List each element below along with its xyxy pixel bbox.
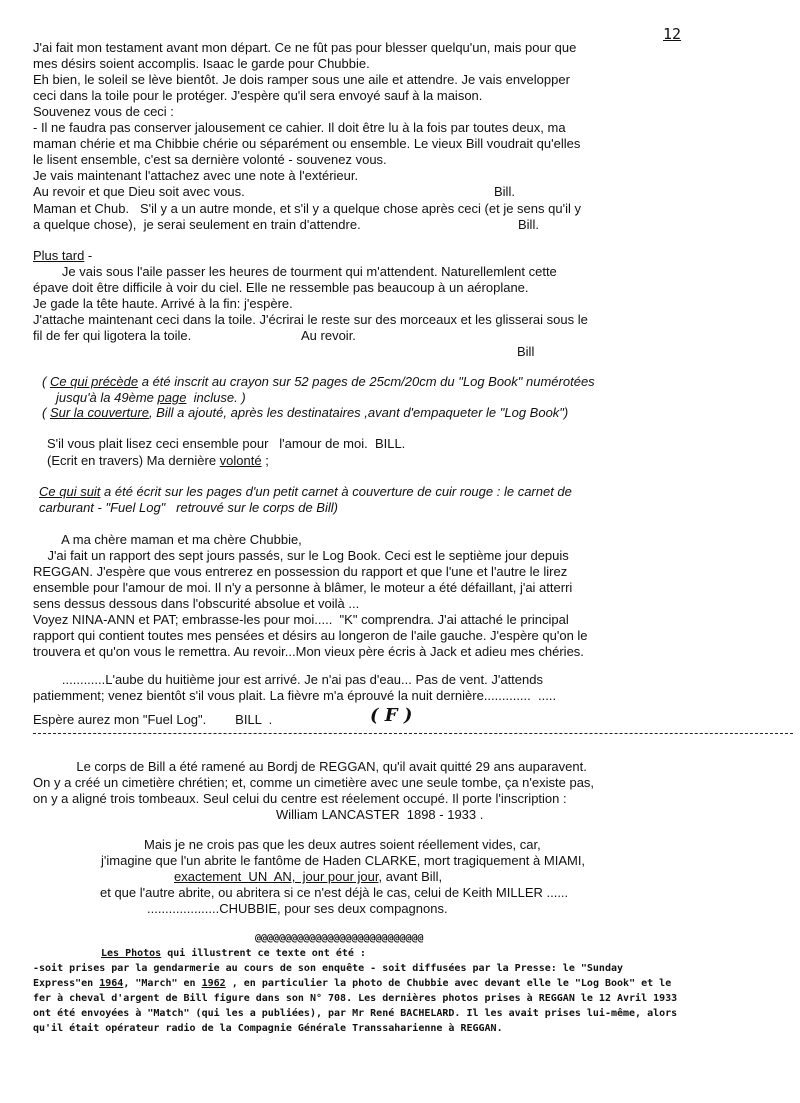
photos-line: ont été envoyées à "Match" (qui les a publiées), par Mr René BACHELARD. Il les avait prises lui-même, alors	[33, 1008, 678, 1019]
closing-line: et que l'autre abrite, ou abritera si ce n'est déjà le cas, celui de Keith MILLER ......	[100, 885, 569, 900]
dashed-separator	[33, 733, 793, 734]
closing-line: exactement UN AN, jour pour jour, avant Bill,	[174, 869, 443, 884]
text-line: le lisent ensemble, c'est sa dernière volonté - souvenez vous.	[33, 152, 387, 167]
editor-note: ( Ce qui précède a été inscrit au crayon sur 52 pages de 25cm/20cm du "Log Book" numérotées	[42, 374, 595, 389]
editor-note: carburant - "Fuel Log" retrouvé sur le corps de Bill)	[39, 500, 338, 515]
letter-line: ............L'aube du huitième jour est arrivé. Je n'ai pas d'eau... Pas de vent. J'attends	[33, 672, 543, 687]
editor-note: ( Sur la couverture, Bill a ajouté, après les destinataires ,avant d'empaqueter le "Log Book")	[42, 405, 569, 420]
closing-line: j'imagine que l'un abrite le fantôme de Haden CLARKE, mort tragiquement à MIAMI,	[101, 853, 586, 868]
section-heading-plus-tard: Plus tard -	[33, 248, 93, 263]
text-line: fil de fer qui ligotera la toile.	[33, 328, 192, 343]
signature-bill: Bill.	[518, 217, 539, 232]
photos-line: Express"en 1964, "March" en 1962 , en particulier la photo de Chubbie avec devant elle le "Log Book" et le	[33, 978, 672, 989]
text-line: Je vais maintenant l'attachez avec une note à l'extérieur.	[33, 168, 359, 183]
letter-line: A ma chère maman et ma chère Chubbie,	[33, 532, 302, 547]
photos-line: qu'il était opérateur radio de la Compagnie Générale Transsaharienne à REGGAN.	[33, 1023, 503, 1034]
letter-line: ensemble pour l'amour de moi. Il n'y a personne à blâmer, le moteur a été défaillant, j'ai atterri	[33, 580, 573, 595]
letter-line: patiemment; venez bientôt s'il vous plait. La fièvre m'a éprouvé la nuit dernière............. .....	[33, 688, 557, 703]
photos-line: -soit prises par la gendarmerie au cours de son enquête - soit diffusées par la Presse: le "Sunday	[33, 963, 624, 974]
text-line: ceci dans la toile pour le protéger. J'espère qu'il sera envoyé sauf à la maison.	[33, 88, 483, 103]
letter-line: REGGAN. J'espère que vous entrerez en possession du rapport et que l'une et l'autre le lirez	[33, 564, 568, 579]
text-line: Eh bien, le soleil se lève bientôt. Je dois ramper sous une aile et attendre. Je vais envelopper	[33, 72, 570, 87]
closing-line: On y a créé un cimetière chrétien; et, comme un cimetière avec une seule tombe, ça n'existe pas,	[33, 775, 595, 790]
text-line: épave doit être difficile à voir du ciel. Elle ne ressemble pas beaucoup à un aéroplane.	[33, 280, 529, 295]
text-line: J'ai fait mon testament avant mon départ. Ce ne fût pas pour blesser quelqu'un, mais pour que	[33, 40, 577, 55]
letter-line: trouvera et qu'on vous le remettra. Au revoir...Mon vieux père écris à Jack et adieu mes chéries.	[33, 644, 584, 659]
at-sign-separator: @@@@@@@@@@@@@@@@@@@@@@@@@@@@	[255, 933, 424, 944]
text-line: - Il ne faudra pas conserver jalousement ce cahier. Il doit être lu à la fois par toutes deux, ma	[33, 120, 566, 135]
closing-line: Mais je ne crois pas que les deux autres soient réellement vides, car,	[144, 837, 541, 852]
editor-note: jusqu'à la 49ème page incluse. )	[56, 390, 246, 405]
au-revoir: Au revoir.	[301, 328, 356, 343]
text-line: maman chérie et ma Chibbie chérie ou séparément ou ensemble. Le vieux Bill voudrait qu'elles	[33, 136, 581, 151]
editor-note: Ce qui suit a été écrit sur les pages d'un petit carnet à couverture de cuir rouge : le carnet de	[39, 484, 572, 499]
letter-line: sens dessus dessous dans l'obscurité absolue et voilà ...	[33, 596, 360, 611]
text-line: Souvenez vous de ceci :	[33, 104, 174, 119]
signature-bill: Bill	[517, 344, 535, 359]
signature-bill: Bill.	[494, 184, 515, 199]
farewell-line: Au revoir et que Dieu soit avec vous.	[33, 184, 245, 199]
letter-line: Voyez NINA-ANN et PAT; embrasse-les pour moi..... "K" comprendra. J'ai attaché le principal	[33, 612, 569, 627]
horseshoe-seal: ( F )	[370, 705, 413, 726]
closing-line: ....................CHUBBIE, pour ses deux compagnons.	[147, 901, 448, 916]
page-number: 12	[663, 25, 682, 43]
closing-line: Le corps de Bill a été ramené au Bordj de REGGAN, qu'il avait quitté 29 ans auparavent.	[33, 759, 587, 774]
cover-text: S'il vous plait lisez ceci ensemble pour l'amour de moi. BILL.	[47, 436, 406, 451]
text-line: Je gade la tête haute. Arrivé à la fin: j'espère.	[33, 296, 293, 311]
inscription: William LANCASTER 1898 - 1933 .	[276, 807, 484, 822]
text-line: Je vais sous l'aile passer les heures de tourment qui m'attendent. Naturellemlent cette	[33, 264, 557, 279]
cover-text: (Ecrit en travers) Ma dernière volonté ;	[47, 453, 269, 468]
letter-line: rapport qui contient toutes mes pensées et désirs au longeron de l'aile gauche. J'espère qu'on le	[33, 628, 588, 643]
text-line: mes désirs soient accomplis. Isaac le garde pour Chubbie.	[33, 56, 370, 71]
text-line: Maman et Chub. S'il y a un autre monde, et s'il y a quelque chose après ceci (et je sens qu'il y	[33, 201, 581, 216]
fuel-log-line: Espère aurez mon "Fuel Log". BILL .	[33, 712, 273, 727]
photos-heading: Les Photos qui illustrent ce texte ont été :	[101, 948, 366, 959]
letter-line: J'ai fait un rapport des sept jours passés, sur le Log Book. Ceci est le septième jour depuis	[33, 548, 569, 563]
closing-line: on y a aligné trois tombeaux. Seul celui du centre est réelement occupé. Il porte l'inscription :	[33, 791, 567, 806]
text-line: J'attache maintenant ceci dans la toile. J'écrirai le reste sur des morceaux et les glisserai sous le	[33, 312, 588, 327]
text-line: a quelque chose), je serai seulement en train d'attendre.	[33, 217, 361, 232]
photos-line: fer à cheval d'argent de Bill figure dans son N° 708. Les dernières photos prises à REGGAN le 12 Avril 1933	[33, 993, 678, 1004]
